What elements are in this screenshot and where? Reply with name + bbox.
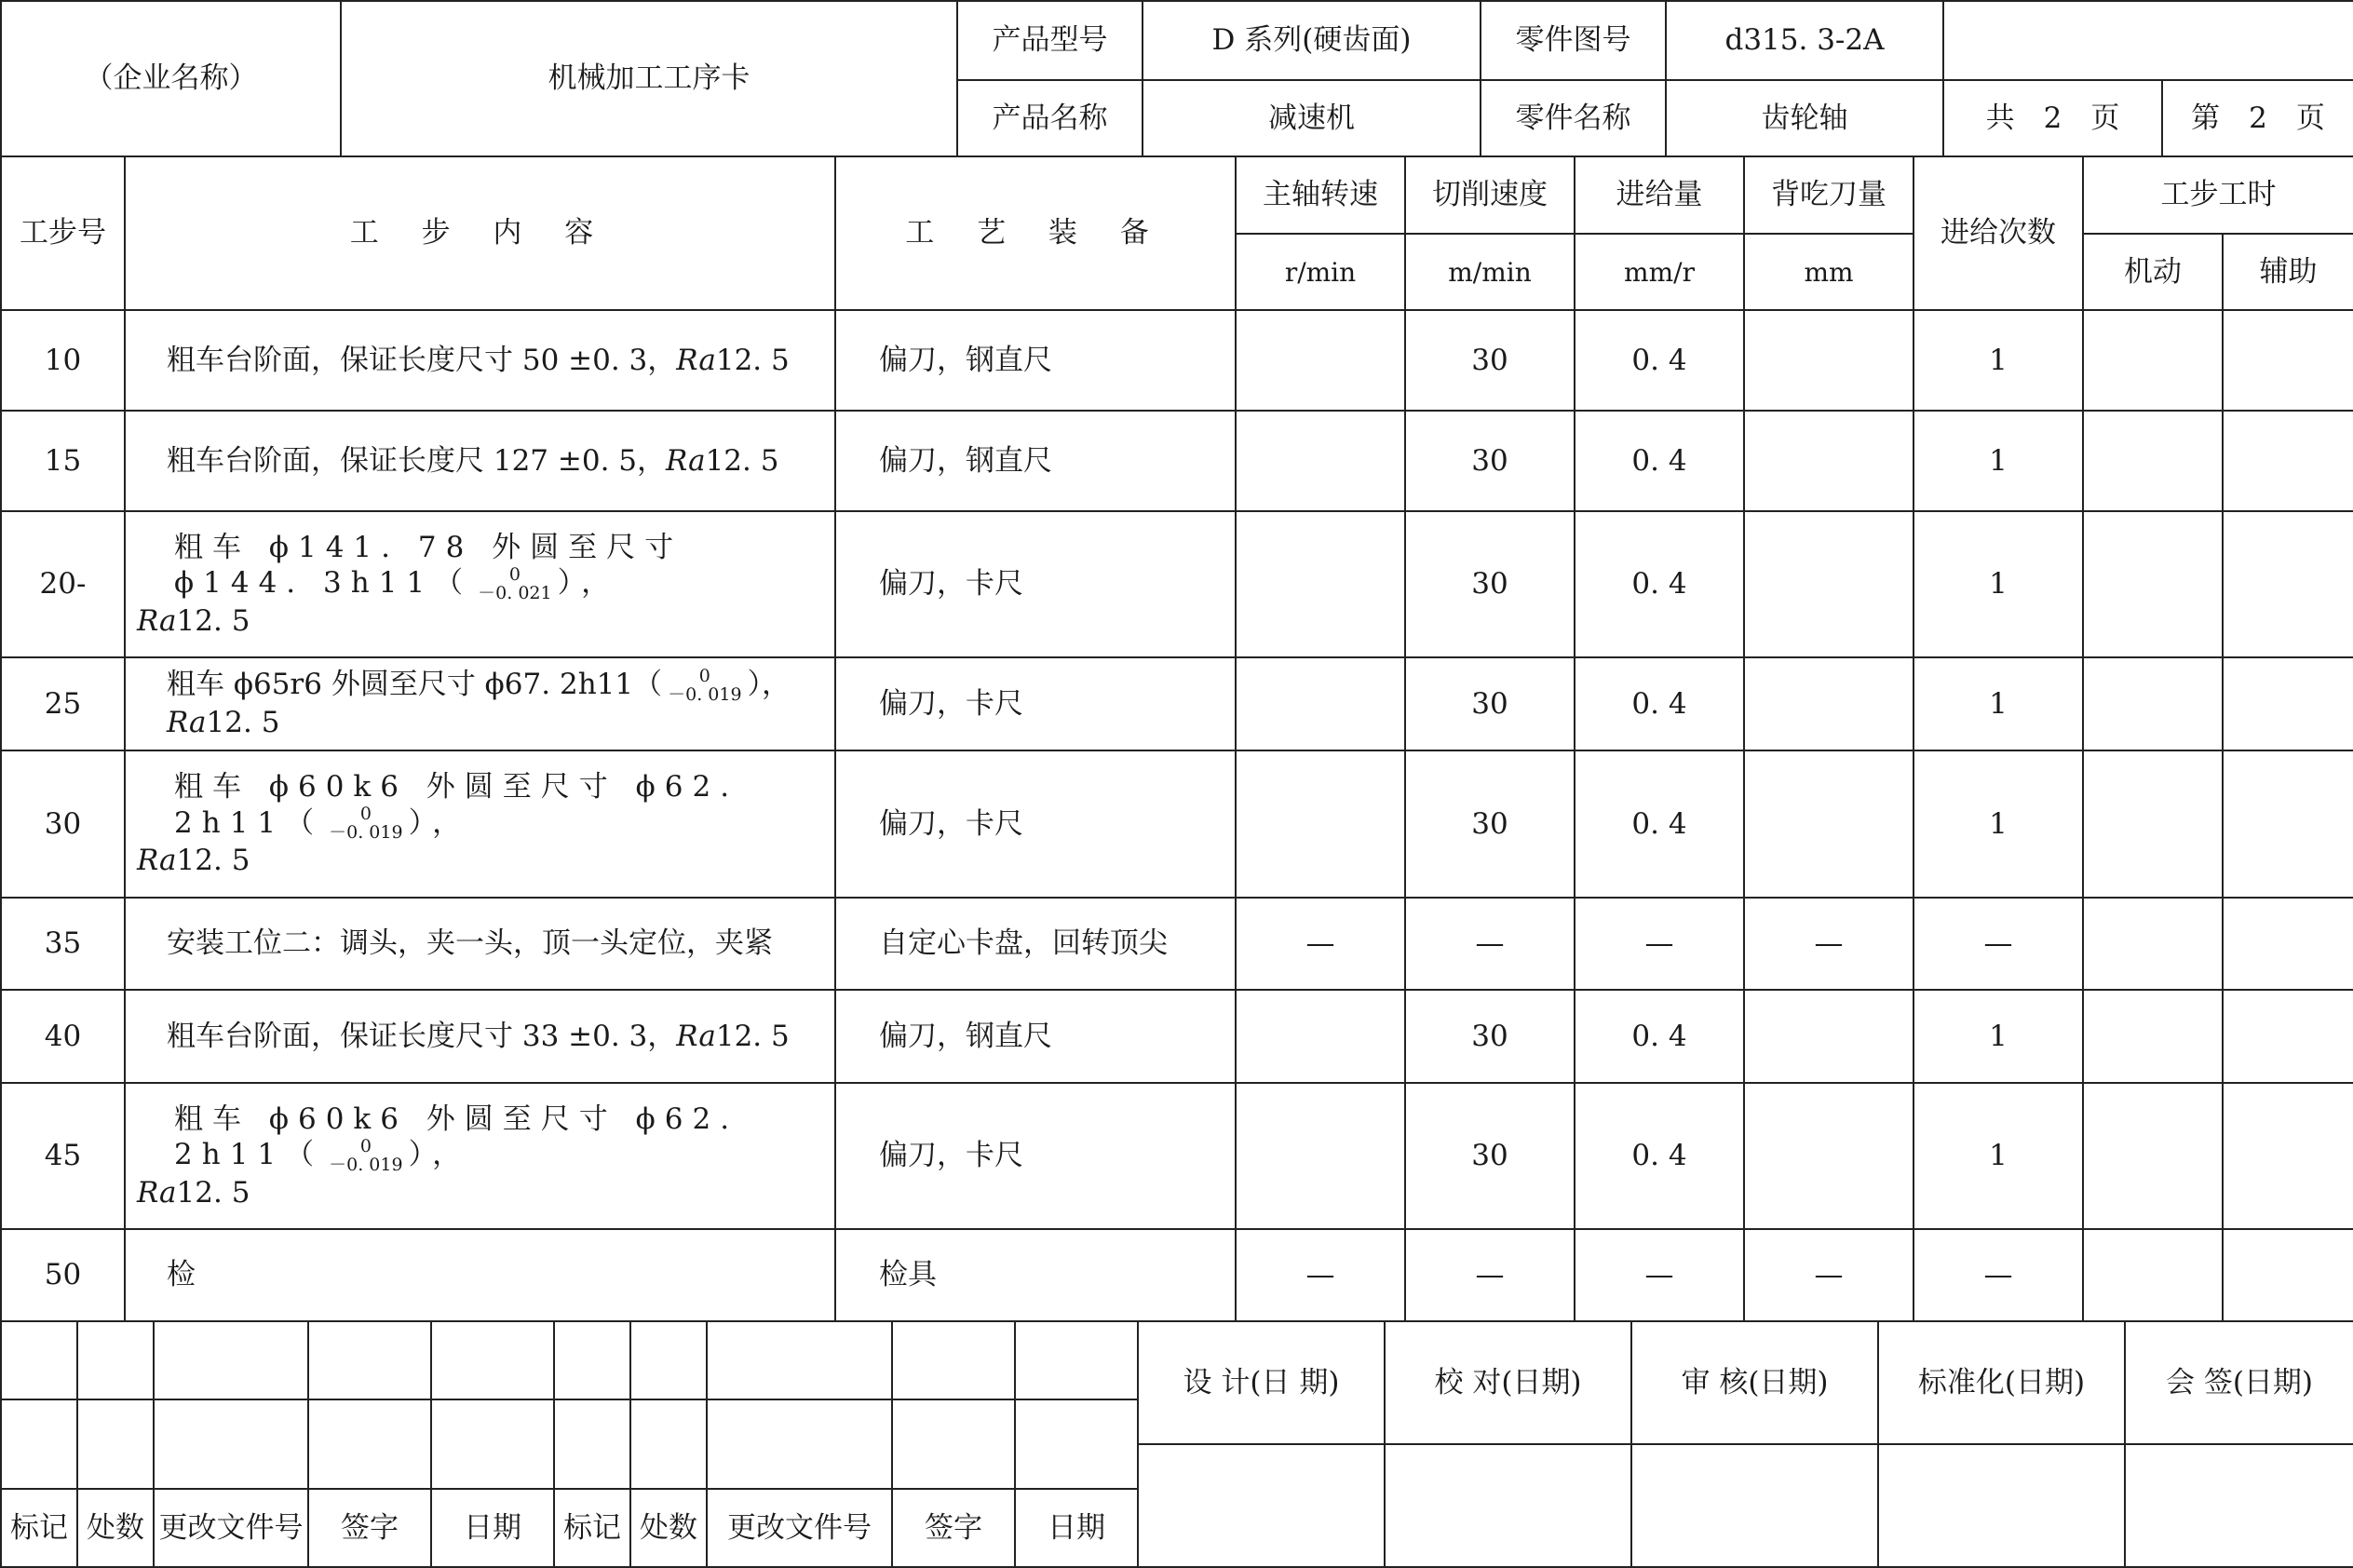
feed-value: 0. 4 — [1575, 657, 1744, 750]
spindle-speed-value — [1236, 1083, 1405, 1229]
table-row — [1, 750, 2353, 898]
table-row — [1, 411, 2353, 511]
cutting-speed-value: — — [1405, 1229, 1575, 1321]
col-step-time: 工步工时 — [2083, 156, 2353, 234]
feed-value: 0. 4 — [1575, 1083, 1744, 1229]
sign-label: 签字 — [892, 1489, 1015, 1567]
aux-time-value — [2223, 511, 2353, 657]
col-depth-of-cut: 背吃刀量 — [1744, 156, 1914, 234]
aux-time-value — [2223, 1083, 2353, 1229]
spindle-speed-value: — — [1236, 1229, 1405, 1321]
machine-time-value — [2083, 990, 2223, 1083]
tolerance: 0 －0. 019 — [329, 804, 403, 844]
feed-value: — — [1575, 1229, 1744, 1321]
cutting-speed-value: 30 — [1405, 511, 1575, 657]
passes-value: 1 — [1914, 750, 2083, 898]
cutting-speed-value: 30 — [1405, 411, 1575, 511]
aux-time-value — [2223, 898, 2353, 990]
cutting-speed-value: 30 — [1405, 657, 1575, 750]
tolerance: 0 －0. 021 — [478, 563, 552, 603]
revision-cell — [892, 1321, 1015, 1399]
spindle-speed-value — [1236, 657, 1405, 750]
col-step-no: 工步号 — [1, 156, 125, 310]
revision-cell — [154, 1321, 308, 1399]
revision-cell — [707, 1321, 892, 1399]
table-row — [1, 1083, 2353, 1229]
passes-value: 1 — [1914, 657, 2083, 750]
cutting-speed-value: — — [1405, 898, 1575, 990]
unit-spindle-speed: r/min — [1236, 234, 1405, 310]
revision-cell — [1, 1321, 77, 1399]
revision-cell — [707, 1399, 892, 1489]
step-number: 20- — [1, 511, 125, 657]
table-row — [1, 310, 2353, 411]
step-equipment: 偏刀，卡尺 — [835, 511, 1236, 657]
product-name: 减速机 — [1143, 80, 1481, 156]
revision-cell — [554, 1399, 630, 1489]
machine-time-value — [2083, 898, 2223, 990]
depth-value — [1744, 990, 1914, 1083]
card-header — [0, 0, 2353, 157]
passes-value: 1 — [1914, 310, 2083, 411]
passes-value: 1 — [1914, 511, 2083, 657]
change-doc-label: 更改文件号 — [707, 1489, 892, 1567]
sign-label: 签字 — [308, 1489, 431, 1567]
product-name-label: 产品名称 — [957, 80, 1143, 156]
feed-value: — — [1575, 898, 1744, 990]
aux-time-value — [2223, 411, 2353, 511]
col-cutting-speed: 切削速度 — [1405, 156, 1575, 234]
step-content: 粗车 ϕ60k6 外圆至尺寸 ϕ62. 2h11（ 0 －0. 019 ）， Ra12. 5 — [125, 750, 835, 898]
page-number: 第 2 页 — [2162, 80, 2353, 156]
revision-mark-label: 标记 — [1, 1489, 77, 1567]
depth-value — [1744, 310, 1914, 411]
table-row — [1, 657, 2353, 750]
countersign-date-label: 会 签(日期) — [2125, 1321, 2353, 1444]
revision-cell — [1015, 1399, 1138, 1489]
step-content: 检 — [125, 1229, 835, 1321]
step-number: 30 — [1, 750, 125, 898]
aux-time-value — [2223, 310, 2353, 411]
header-blank-cell — [1943, 1, 2353, 80]
step-content: 粗车 ϕ141. 78 外圆至尺寸 ϕ144. 3h11（ 0 －0. 021 ）， Ra12. 5 — [125, 511, 835, 657]
total-pages: 共 2 页 — [1943, 80, 2162, 156]
date-label: 日期 — [431, 1489, 554, 1567]
revision-approval-block — [0, 1320, 2353, 1568]
cutting-speed-value: 30 — [1405, 750, 1575, 898]
revision-count-label: 处数 — [77, 1489, 154, 1567]
passes-value: — — [1914, 1229, 2083, 1321]
step-equipment: 偏刀，卡尺 — [835, 657, 1236, 750]
revision-cell — [154, 1399, 308, 1489]
step-number: 25 — [1, 657, 125, 750]
machine-time-value — [2083, 511, 2223, 657]
col-equipment: 工 艺 装 备 — [835, 156, 1236, 310]
col-aux-time: 辅助 — [2223, 234, 2353, 310]
passes-value: 1 — [1914, 1083, 2083, 1229]
unit-feed: mm/r — [1575, 234, 1744, 310]
step-content: 粗车台阶面，保证长度尺寸 33 ±0. 3，Ra12. 5 — [125, 990, 835, 1083]
revision-count-label: 处数 — [630, 1489, 707, 1567]
revision-mark-label: 标记 — [554, 1489, 630, 1567]
passes-value: — — [1914, 898, 2083, 990]
review-signature-cell — [1631, 1444, 1878, 1567]
aux-time-value — [2223, 750, 2353, 898]
feed-value: 0. 4 — [1575, 511, 1744, 657]
revision-cell — [892, 1399, 1015, 1489]
spindle-speed-value — [1236, 750, 1405, 898]
step-number: 35 — [1, 898, 125, 990]
part-drawing-label: 零件图号 — [1481, 1, 1666, 80]
revision-cell — [308, 1399, 431, 1489]
feed-value: 0. 4 — [1575, 310, 1744, 411]
part-name-label: 零件名称 — [1481, 80, 1666, 156]
step-number: 45 — [1, 1083, 125, 1229]
step-number: 10 — [1, 310, 125, 411]
depth-value: — — [1744, 1229, 1914, 1321]
col-passes: 进给次数 — [1914, 156, 2083, 310]
tolerance: 0 －0. 019 — [329, 1135, 403, 1175]
step-equipment: 偏刀，钢直尺 — [835, 411, 1236, 511]
revision-cell — [1015, 1321, 1138, 1399]
change-doc-label: 更改文件号 — [154, 1489, 308, 1567]
col-machine-time: 机动 — [2083, 234, 2223, 310]
aux-time-value — [2223, 1229, 2353, 1321]
machine-time-value — [2083, 1229, 2223, 1321]
design-signature-cell — [1138, 1444, 1385, 1567]
machine-time-value — [2083, 310, 2223, 411]
machine-time-value — [2083, 1083, 2223, 1229]
machine-time-value — [2083, 750, 2223, 898]
review-date-label: 审 核(日期) — [1631, 1321, 1878, 1444]
step-equipment: 偏刀，钢直尺 — [835, 310, 1236, 411]
product-model: D 系列(硬齿面) — [1143, 1, 1481, 80]
col-spindle-speed: 主轴转速 — [1236, 156, 1405, 234]
countersign-signature-cell — [2125, 1444, 2353, 1567]
step-equipment: 偏刀，卡尺 — [835, 750, 1236, 898]
company-name: （企业名称） — [1, 1, 341, 156]
depth-value — [1744, 511, 1914, 657]
table-row — [1, 898, 2353, 990]
step-equipment: 偏刀，钢直尺 — [835, 990, 1236, 1083]
card-title: 机械加工工序卡 — [341, 1, 957, 156]
revision-cell — [431, 1399, 554, 1489]
part-drawing-number: d315. 3-2A — [1666, 1, 1943, 80]
spindle-speed-value — [1236, 511, 1405, 657]
depth-value — [1744, 750, 1914, 898]
design-date-label: 设 计(日 期) — [1138, 1321, 1385, 1444]
table-row — [1, 990, 2353, 1083]
step-equipment: 检具 — [835, 1229, 1236, 1321]
depth-value — [1744, 657, 1914, 750]
revision-cell — [77, 1321, 154, 1399]
col-step-content: 工 步 内 容 — [125, 156, 835, 310]
tolerance: 0 －0. 019 — [668, 665, 742, 705]
step-equipment: 自定心卡盘，回转顶尖 — [835, 898, 1236, 990]
unit-depth: mm — [1744, 234, 1914, 310]
machine-time-value — [2083, 657, 2223, 750]
machine-time-value — [2083, 411, 2223, 511]
step-content: 粗车台阶面，保证长度尺寸 50 ±0. 3，Ra12. 5 — [125, 310, 835, 411]
revision-cell — [554, 1321, 630, 1399]
step-content: 粗车 ϕ65r6 外圆至尺寸 ϕ67. 2h11（ 0 －0. 019 ），Ra12. 5 — [125, 657, 835, 750]
process-steps-table — [0, 155, 2353, 1322]
spindle-speed-value — [1236, 990, 1405, 1083]
cutting-speed-value: 30 — [1405, 310, 1575, 411]
part-name: 齿轮轴 — [1666, 80, 1943, 156]
step-equipment: 偏刀，卡尺 — [835, 1083, 1236, 1229]
depth-value: — — [1744, 898, 1914, 990]
spindle-speed-value: — — [1236, 898, 1405, 990]
table-row — [1, 511, 2353, 657]
step-content: 粗车台阶面，保证长度尺 127 ±0. 5，Ra12. 5 — [125, 411, 835, 511]
product-model-label: 产品型号 — [957, 1, 1143, 80]
revision-cell — [308, 1321, 431, 1399]
step-number: 50 — [1, 1229, 125, 1321]
spindle-speed-value — [1236, 310, 1405, 411]
revision-cell — [431, 1321, 554, 1399]
col-feed: 进给量 — [1575, 156, 1744, 234]
depth-value — [1744, 1083, 1914, 1229]
standardization-signature-cell — [1878, 1444, 2125, 1567]
check-signature-cell — [1385, 1444, 1631, 1567]
revision-cell — [630, 1399, 707, 1489]
table-row — [1, 1229, 2353, 1321]
feed-value: 0. 4 — [1575, 411, 1744, 511]
feed-value: 0. 4 — [1575, 990, 1744, 1083]
cutting-speed-value: 30 — [1405, 1083, 1575, 1229]
step-content: 粗车 ϕ60k6 外圆至尺寸 ϕ62. 2h11（ 0 －0. 019 ）， Ra12. 5 — [125, 1083, 835, 1229]
step-content: 安装工位二：调头，夹一头，顶一头定位，夹紧 — [125, 898, 835, 990]
step-number: 15 — [1, 411, 125, 511]
aux-time-value — [2223, 657, 2353, 750]
passes-value: 1 — [1914, 990, 2083, 1083]
spindle-speed-value — [1236, 411, 1405, 511]
revision-cell — [630, 1321, 707, 1399]
date-label: 日期 — [1015, 1489, 1138, 1567]
check-date-label: 校 对(日期) — [1385, 1321, 1631, 1444]
depth-value — [1744, 411, 1914, 511]
revision-cell — [77, 1399, 154, 1489]
feed-value: 0. 4 — [1575, 750, 1744, 898]
unit-cutting-speed: m/min — [1405, 234, 1575, 310]
passes-value: 1 — [1914, 411, 2083, 511]
aux-time-value — [2223, 990, 2353, 1083]
cutting-speed-value: 30 — [1405, 990, 1575, 1083]
step-number: 40 — [1, 990, 125, 1083]
standardization-date-label: 标准化(日期) — [1878, 1321, 2125, 1444]
revision-cell — [1, 1399, 77, 1489]
